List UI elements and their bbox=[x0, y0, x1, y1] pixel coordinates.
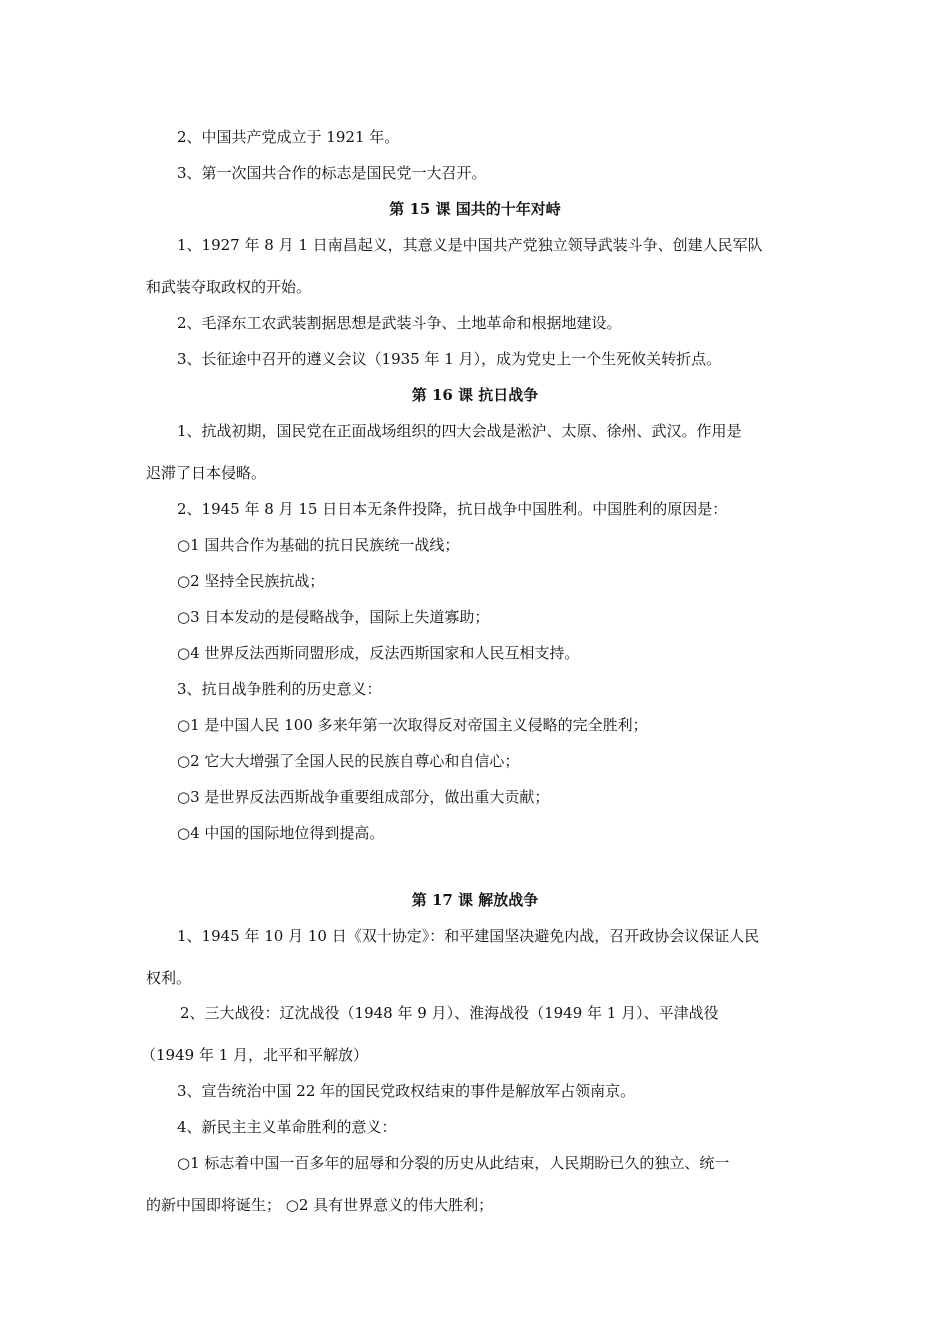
paragraph-line: 权利。 bbox=[146, 969, 192, 987]
paragraph-line: 2、三大战役：辽沈战役（1948 年 9 月）、淮海战役（1949 年 1 月）、平津战役 bbox=[180, 1004, 719, 1022]
list-item: ○2 它大大增强了全国人民的民族自尊心和自信心； bbox=[177, 752, 520, 770]
paragraph-line: 2、中国共产党成立于 1921 年。 bbox=[177, 128, 400, 146]
list-item: ○1 标志着中国一百多年的屈辱和分裂的历史从此结束，人民期盼已久的独立、统一 bbox=[177, 1154, 730, 1172]
paragraph-line: 2、毛泽东工农武装割据思想是武装斗争、土地革命和根据地建设。 bbox=[177, 314, 622, 332]
paragraph-line: 3、抗日战争胜利的历史意义： bbox=[177, 680, 382, 698]
paragraph-line: 3、长征途中召开的遵义会议（1935 年 1 月），成为党史上一个生死攸关转折点。 bbox=[177, 350, 722, 368]
list-item: ○3 日本发动的是侵略战争，国际上失道寡助； bbox=[177, 608, 490, 626]
lesson-17-heading: 第 17 课 解放战争 bbox=[411, 891, 539, 909]
list-item: ○4 世界反法西斯同盟形成，反法西斯国家和人民互相支持。 bbox=[177, 644, 580, 662]
paragraph-line: 迟滞了日本侵略。 bbox=[146, 464, 267, 482]
list-item: ○2 坚持全民族抗战； bbox=[177, 572, 325, 590]
paragraph-line: 1、1945 年 10 月 10 日《双十协定》：和平建国坚决避免内战，召开政协会议保证人民 bbox=[177, 927, 760, 945]
paragraph-line: 3、第一次国共合作的标志是国民党一大召开。 bbox=[177, 164, 487, 182]
list-item: ○3 是世界反法西斯战争重要组成部分，做出重大贡献； bbox=[177, 788, 550, 806]
list-item: ○1 是中国人民 100 多来年第一次取得反对帝国主义侵略的完全胜利； bbox=[177, 716, 648, 734]
list-item: 的新中国即将诞生； ○2 具有世界意义的伟大胜利； bbox=[146, 1196, 494, 1214]
lesson-15-heading: 第 15 课 国共的十年对峙 bbox=[389, 200, 561, 218]
paragraph-line: 3、宣告统治中国 22 年的国民党政权结束的事件是解放军占领南京。 bbox=[177, 1082, 636, 1100]
list-item: ○4 中国的国际地位得到提高。 bbox=[177, 824, 385, 842]
paragraph-line: 1、1927 年 8 月 1 日南昌起义，其意义是中国共产党独立领导武装斗争、创建人民军队 bbox=[177, 236, 763, 254]
paragraph-line: （1949 年 1 月，北平和平解放） bbox=[141, 1046, 369, 1064]
list-item: ○1 国共合作为基础的抗日民族统一战线； bbox=[177, 536, 460, 554]
paragraph-line: 2、1945 年 8 月 15 日日本无条件投降，抗日战争中国胜利。中国胜利的原因是： bbox=[177, 500, 728, 518]
paragraph-line: 4、新民主主义革命胜利的意义： bbox=[177, 1118, 397, 1136]
paragraph-line: 和武装夺取政权的开始。 bbox=[146, 278, 312, 296]
lesson-16-heading: 第 16 课 抗日战争 bbox=[411, 386, 539, 404]
paragraph-line: 1、抗战初期，国民党在正面战场组织的四大会战是淞沪、太原、徐州、武汉。作用是 bbox=[177, 422, 742, 440]
